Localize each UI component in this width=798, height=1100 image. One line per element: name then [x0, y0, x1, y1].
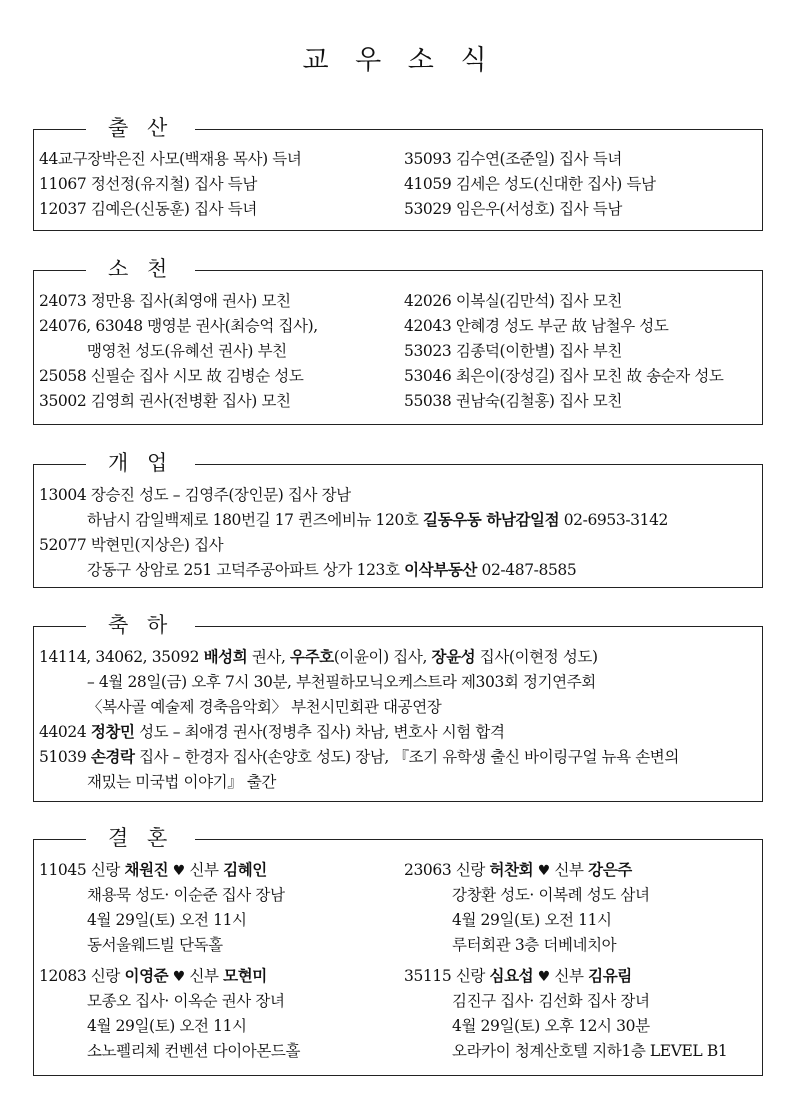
list-item: 24073 정만용 집사(최영애 권사) 모친	[39, 292, 291, 310]
list-item: 11067 정선정(유지철) 집사 득남	[39, 175, 257, 193]
list-item: 35093 김수연(조준일) 집사 득녀	[404, 150, 622, 168]
member-ids: 44024	[39, 723, 91, 741]
person-name: 배성희	[203, 647, 248, 666]
groom-label: 23063 신랑	[404, 861, 490, 879]
groom-name: 심요섭	[489, 966, 534, 985]
person-name: 정창민	[90, 722, 135, 741]
opening-heading: 개 업	[86, 449, 195, 477]
list-item	[39, 646, 598, 668]
bride-label: 신부	[184, 861, 224, 879]
list-item: 24076, 63048 맹영분 권사(최승억 집사),	[39, 317, 318, 335]
detail-text: 집사 – 한경자 집사(손양호 성도) 장남, 『조기 유학생 출신 바이링구얼 뉴욕 손변의	[134, 748, 679, 766]
bride-name: 김유림	[588, 966, 632, 985]
list-item: 〈복사골 예술제 경축음악회〉 부천시민회관 대공연장	[87, 698, 442, 716]
bride-name: 모현미	[223, 966, 267, 985]
congrats-section	[33, 613, 763, 802]
couple-line	[404, 965, 632, 988]
birth-section	[33, 116, 763, 231]
groom-name: 이영준	[124, 966, 169, 985]
bride-name: 김혜인	[223, 860, 267, 879]
list-item: 35002 김영희 권사(전병환 집사) 모친	[39, 392, 291, 410]
list-item: 42026 이복실(김만석) 집사 모친	[404, 292, 622, 310]
phone-text: 02-6953-3142	[559, 511, 669, 529]
list-item	[87, 559, 576, 581]
title-text: 권사,	[247, 648, 291, 666]
business-name: 이삭부동산	[404, 560, 477, 579]
wedding-heading: 결 혼	[86, 824, 195, 852]
funeral-heading: 소 천	[86, 255, 195, 283]
list-item: 52077 박현민(지상은) 집사	[39, 536, 224, 554]
list-item: 재밌는 미국법 이야기』 출간	[87, 773, 276, 791]
person-name: 장윤성	[431, 647, 476, 666]
congrats-heading: 축 하	[86, 611, 195, 639]
heart-icon: ♥	[537, 969, 550, 985]
page-title: 교 우 소 식	[302, 45, 496, 76]
address-text: 강동구 상암로 251 고덕주공아파트 상가 123호	[87, 561, 405, 579]
groom-name: 채원진	[124, 860, 169, 879]
parents-line: 채용묵 성도· 이순준 집사 장남	[87, 886, 285, 904]
person-name: 우주호	[290, 647, 334, 666]
list-item: 55038 권남숙(김철홍) 집사 모친	[404, 392, 622, 410]
title-text: (이윤이) 집사,	[333, 648, 432, 666]
couple-line	[404, 859, 632, 882]
date-line: 4월 29일(토) 오전 11시	[87, 911, 247, 929]
member-ids: 51039	[39, 748, 91, 766]
business-name: 길동우동 하남감일점	[423, 510, 560, 529]
bride-label: 신부	[184, 967, 224, 985]
list-item: 41059 김세은 성도(신대한 집사) 득남	[404, 175, 656, 193]
list-item	[39, 721, 505, 743]
venue-line: 동서울웨드빌 단독홀	[87, 936, 223, 954]
parents-line: 김진구 집사· 김선화 집사 장녀	[452, 992, 650, 1010]
groom-name: 허찬회	[489, 860, 534, 879]
date-line: 4월 29일(토) 오후 12시 30분	[452, 1017, 650, 1035]
venue-line: 소노펠리체 컨벤션 다이아몬드홀	[87, 1042, 301, 1060]
groom-label: 12083 신랑	[39, 967, 125, 985]
list-item: 53029 임은우(서성호) 집사 득남	[404, 200, 622, 218]
date-line: 4월 29일(토) 오전 11시	[452, 911, 612, 929]
list-item: 53023 김종덕(이한별) 집사 부친	[404, 342, 622, 360]
list-item: 13004 장승진 성도 – 김영주(장인문) 집사 장남	[39, 486, 351, 504]
wedding-section	[33, 826, 763, 1076]
couple-line	[39, 965, 267, 988]
bride-name: 강은주	[588, 860, 632, 879]
list-item: 53046 최은이(장성길) 집사 모친 故 송순자 성도	[404, 367, 724, 385]
list-item: 25058 신필순 집사 시모 故 김병순 성도	[39, 367, 304, 385]
title-text: 집사(이현정 성도)	[475, 648, 598, 666]
heart-icon: ♥	[172, 863, 185, 879]
address-text: 하남시 감일백제로 180번길 17 퀸즈에비뉴 120호	[87, 511, 424, 529]
detail-text: 성도 – 최애경 권사(정병추 집사) 차남, 변호사 시험 합격	[134, 723, 505, 741]
parents-line: 모종오 집사· 이옥순 권사 장녀	[87, 992, 285, 1010]
date-line: 4월 29일(토) 오전 11시	[87, 1017, 247, 1035]
funeral-section	[33, 257, 763, 425]
list-item	[87, 509, 668, 531]
groom-label: 11045 신랑	[39, 861, 125, 879]
opening-section	[33, 451, 763, 588]
birth-heading: 출 산	[86, 114, 195, 142]
list-item	[39, 746, 679, 768]
list-item: 12037 김예은(신동훈) 집사 득녀	[39, 200, 257, 218]
phone-text: 02-487-8585	[476, 561, 577, 579]
list-item: 42043 안혜경 성도 부군 故 남철우 성도	[404, 317, 669, 335]
parents-line: 강창환 성도· 이복례 성도 삼녀	[452, 886, 650, 904]
venue-line: 루터회관 3층 더베네치아	[452, 936, 617, 954]
venue-line: 오라카이 청계산호텔 지하1층 LEVEL B1	[452, 1042, 728, 1060]
member-ids: 14114, 34062, 35092	[39, 648, 204, 666]
bride-label: 신부	[549, 861, 589, 879]
person-name: 손경락	[90, 747, 135, 766]
list-item: – 4월 28일(금) 오후 7시 30분, 부천필하모닉오케스트라 제303회 정기연주회	[87, 673, 596, 691]
heart-icon: ♥	[537, 863, 550, 879]
list-item: 맹영천 성도(유혜선 권사) 부친	[87, 342, 287, 360]
bride-label: 신부	[549, 967, 589, 985]
couple-line	[39, 859, 267, 882]
list-item: 44교구장박은진 사모(백재용 목사) 득녀	[39, 150, 302, 168]
heart-icon: ♥	[172, 969, 185, 985]
groom-label: 35115 신랑	[404, 967, 490, 985]
